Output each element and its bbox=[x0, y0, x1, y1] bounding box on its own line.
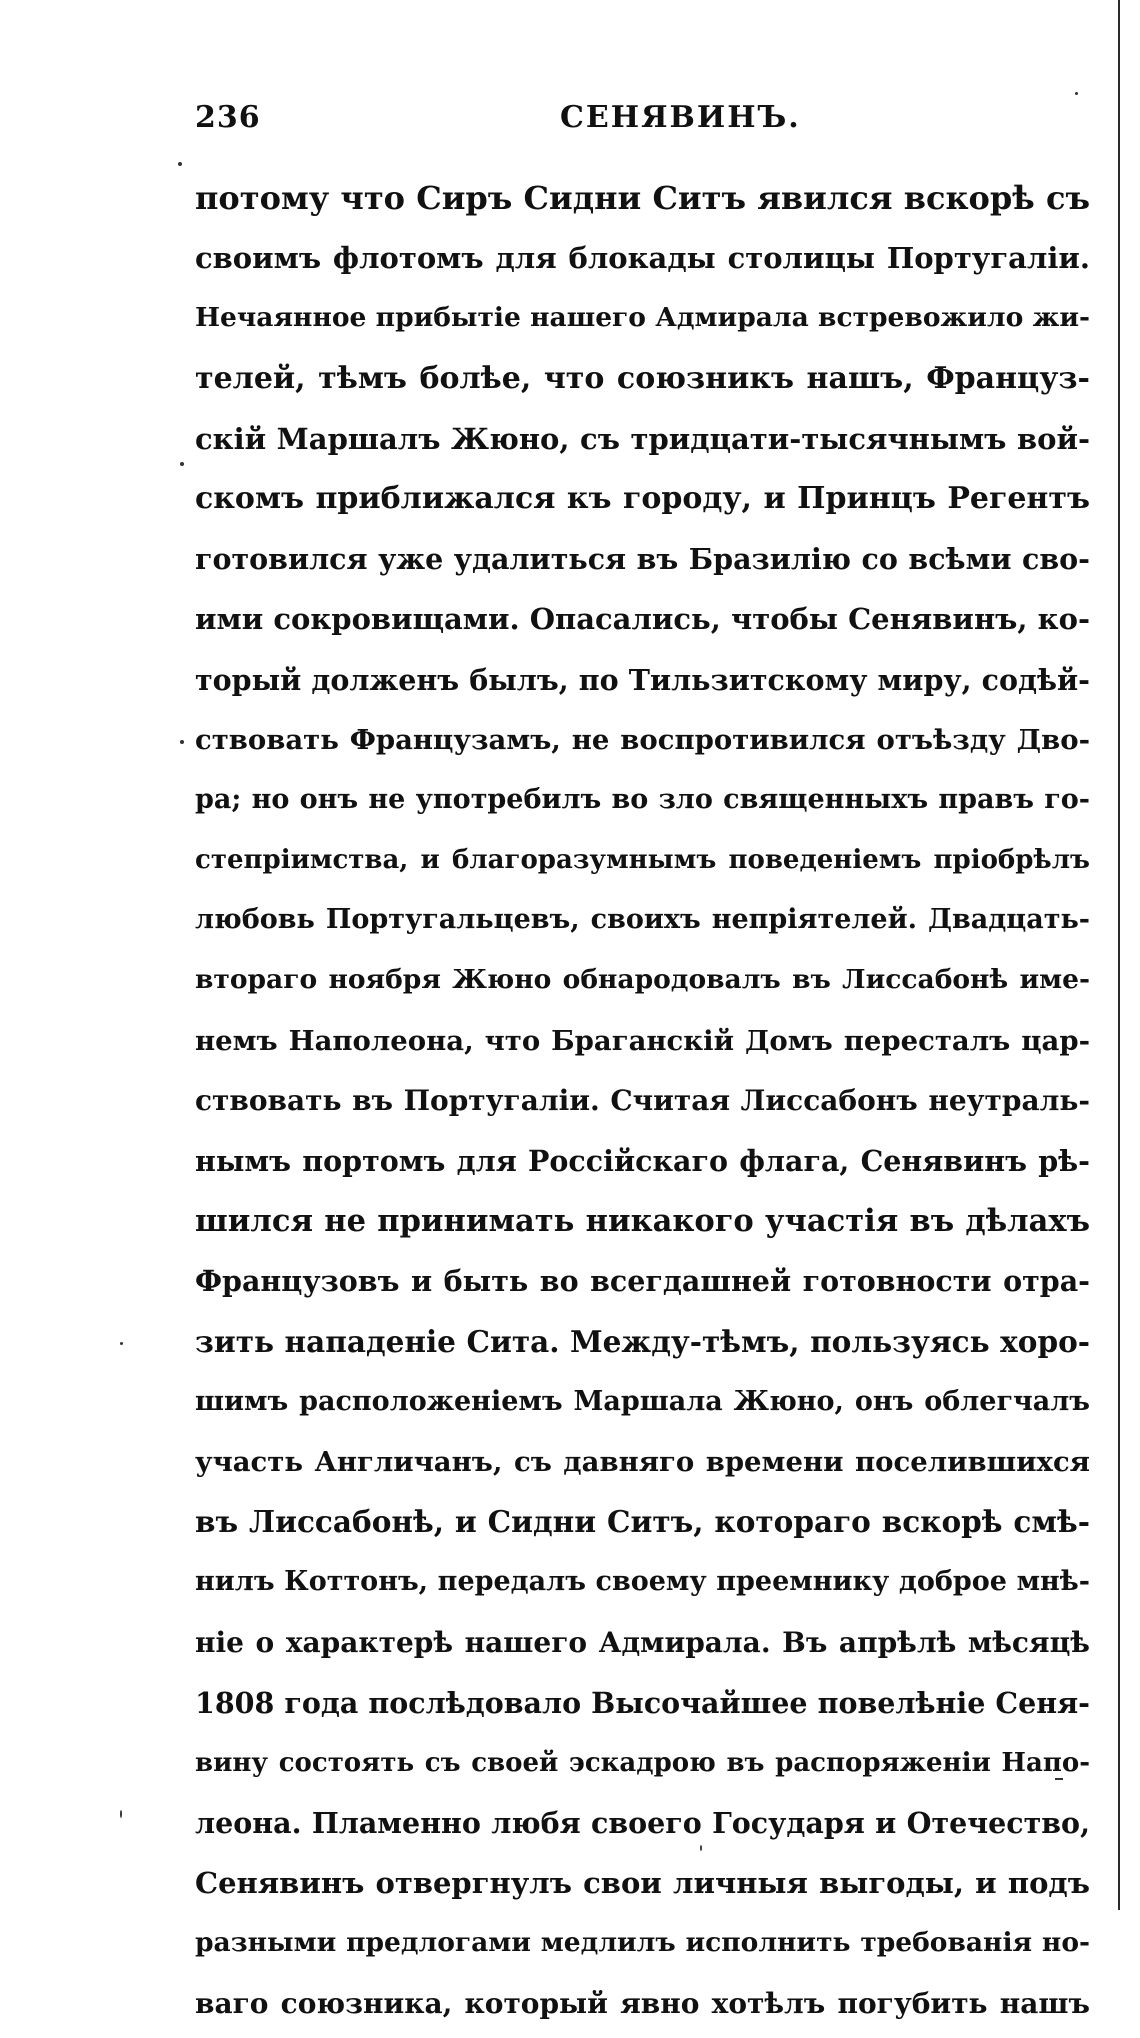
page-number: 236 bbox=[195, 100, 261, 135]
text-line: ствовать въ Португаліи. Считая Лиссабонъ неутраль- bbox=[195, 1083, 1090, 1117]
text-line: участь Англичанъ, съ давняго времени поселившихся bbox=[195, 1445, 1090, 1478]
text-line: скомъ приближался къ городу, и Принцъ Регентъ bbox=[195, 480, 1090, 516]
scan-speck bbox=[178, 162, 182, 166]
scan-speck bbox=[180, 740, 184, 744]
text-line: готовился уже удалиться въ Бразилію со всѣми сво- bbox=[195, 542, 1090, 577]
text-line: нымъ портомъ для Россійскаго флага, Сенявинъ рѣ- bbox=[195, 1144, 1090, 1178]
text-line: степріимства, и благоразумнымъ поведеніемъ пріобрѣлъ bbox=[195, 845, 1090, 876]
text-line: своимъ флотомъ для блокады столицы Португаліи. bbox=[195, 241, 1090, 276]
body-text bbox=[195, 172, 1090, 2038]
scan-speck bbox=[700, 1845, 702, 1851]
text-line: шимъ расположеніемъ Маршала Жюно, онъ облегчалъ bbox=[195, 1385, 1090, 1417]
text-line: разными предлогами медлилъ исполнить требованія но- bbox=[195, 1927, 1090, 1959]
text-line: втораго ноября Жюно обнародовалъ въ Лиссабонѣ име- bbox=[195, 964, 1090, 996]
scan-speck bbox=[120, 1342, 123, 1345]
text-line: Нечаянное прибытіе нашего Адмирала встревожило жи- bbox=[195, 302, 1090, 334]
text-line: ніе о характерѣ нашего Адмирала. Въ апрѣлѣ мѣсяцѣ bbox=[195, 1625, 1090, 1659]
text-line: леона. Пламенно любя своего Государя и Отечество, bbox=[195, 1806, 1090, 1841]
text-line: 1808 года послѣдовало Высочайшее повелѣніе Сеня- bbox=[195, 1685, 1090, 1720]
text-line: ими сокровищами. Опасались, чтобы Сенявинъ, ко- bbox=[195, 602, 1090, 637]
scan-speck bbox=[120, 1810, 122, 1818]
scan-speck bbox=[180, 462, 184, 466]
scan-speck bbox=[1055, 1778, 1063, 1780]
text-line: торый долженъ былъ, по Тильзитскому миру, содѣй- bbox=[195, 662, 1090, 697]
text-line: любовь Португальцевъ, своихъ непріятелей. Двадцать- bbox=[195, 904, 1090, 936]
scan-speck bbox=[1075, 92, 1078, 95]
text-line: ваго союзника, который явно хотѣлъ погубить нашъ bbox=[195, 1986, 1090, 2020]
page-edge-shadow bbox=[1118, 0, 1120, 1910]
text-line: нилъ Коттонъ, передалъ своему преемнику доброе мнѣ- bbox=[195, 1566, 1090, 1598]
text-line: телей, тѣмъ болѣе, что союзникъ нашъ, Француз- bbox=[195, 360, 1090, 396]
page-header bbox=[195, 100, 1090, 140]
text-line: зить нападеніе Сита. Между-тѣмъ, пользуясь хоро- bbox=[195, 1323, 1090, 1359]
running-head: СЕНЯВИНЪ. bbox=[560, 100, 801, 135]
text-line: вину состоять съ своей эскадрою въ распоряженіи Напо- bbox=[195, 1747, 1090, 1778]
text-line: Сенявинъ отвергнулъ свои личныя выгоды, и подъ bbox=[195, 1866, 1090, 1901]
text-line: немъ Наполеона, что Браганскій Домъ пересталъ цар- bbox=[195, 1024, 1090, 1057]
text-line: шился не принимать никакого участія въ дѣлахъ bbox=[195, 1203, 1090, 1240]
text-line: потому что Сиръ Сидни Ситъ явился вскорѣ съ bbox=[195, 179, 1090, 217]
text-line: Французовъ и быть во всегдашней готовности отра- bbox=[195, 1264, 1090, 1299]
text-line: ра; но онъ не употребилъ во зло священныхъ правъ го- bbox=[195, 783, 1090, 815]
text-line: ствовать Французамъ, не воспротивился отъѣзду Дво- bbox=[195, 723, 1090, 756]
text-line: въ Лиссабонѣ, и Сидни Ситъ, котораго вскорѣ смѣ- bbox=[195, 1504, 1090, 1540]
text-line: скій Маршалъ Жюно, съ тридцати-тысячнымъ вой- bbox=[195, 421, 1090, 456]
